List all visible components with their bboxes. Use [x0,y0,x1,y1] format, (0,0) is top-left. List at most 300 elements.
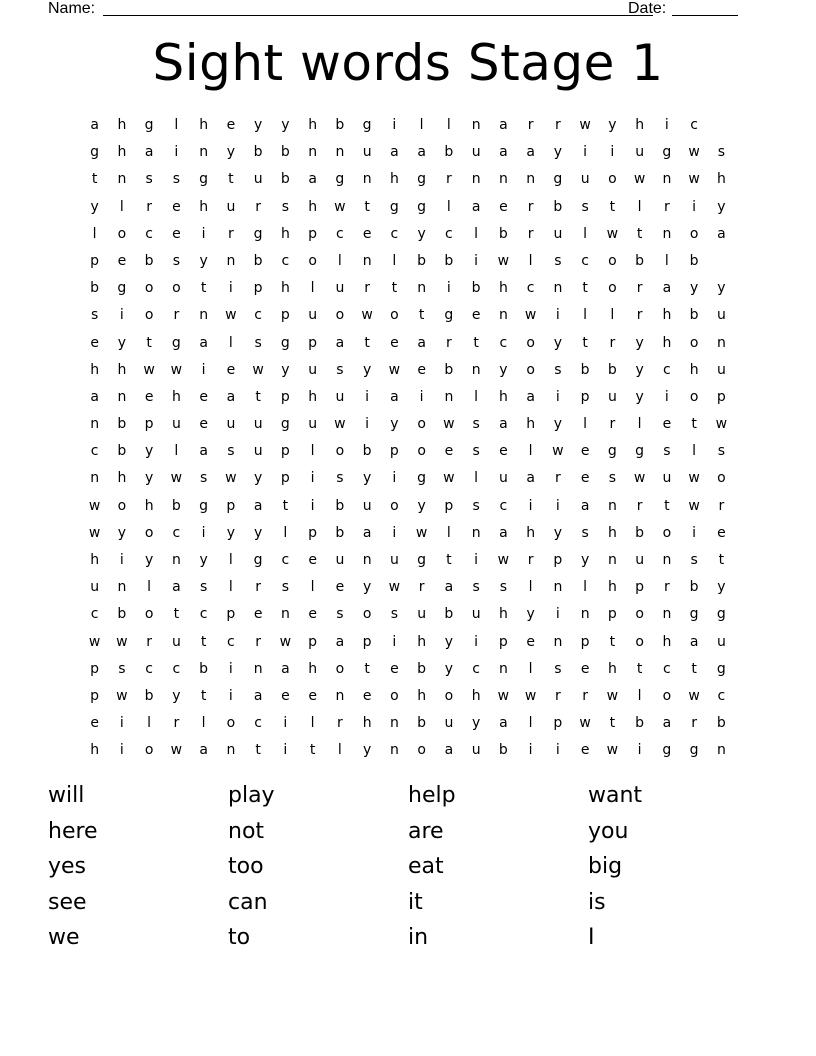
grid-letter[interactable]: s [717,443,726,460]
grid-letter[interactable]: i [555,388,560,405]
grid-letter[interactable]: w [388,579,401,596]
grid-letter[interactable]: i [119,552,124,568]
grid-letter[interactable]: i [474,633,479,650]
grid-letter[interactable]: i [201,361,206,378]
grid-letter[interactable]: e [526,633,535,650]
grid-letter[interactable]: o [335,443,345,460]
grid-letter[interactable]: l [283,524,288,541]
grid-letter[interactable]: b [253,144,263,161]
grid-letter[interactable]: u [389,552,399,568]
grid-letter[interactable]: s [90,307,99,324]
grid-letter[interactable]: n [662,552,672,568]
grid-letter[interactable]: l [637,416,642,433]
grid-letter[interactable]: s [554,660,562,677]
grid-letter[interactable]: r [173,307,180,324]
grid-letter[interactable]: w [88,524,101,541]
grid-letter[interactable]: y [199,552,208,568]
grid-letter[interactable]: y [717,280,726,297]
grid-letter[interactable]: y [553,144,563,161]
grid-letter[interactable]: n [90,470,100,487]
grid-letter[interactable]: e [172,198,181,215]
grid-letter[interactable]: g [417,198,427,215]
grid-letter[interactable]: t [582,334,588,351]
grid-letter[interactable]: w [170,742,183,759]
grid-letter[interactable]: b [117,443,127,460]
grid-letter[interactable]: r [255,633,261,650]
grid-letter[interactable]: r [445,171,452,188]
grid-letter[interactable]: e [253,606,263,623]
grid-letter[interactable]: u [471,742,481,759]
grid-letter[interactable]: a [172,579,181,596]
grid-letter[interactable]: y [117,524,127,541]
grid-letter[interactable]: o [689,334,699,351]
grid-letter[interactable]: p [580,633,590,650]
grid-letter[interactable]: b [335,524,345,541]
grid-letter[interactable]: s [472,416,480,433]
grid-letter[interactable]: w [88,497,101,514]
grid-letter[interactable]: h [117,144,127,161]
grid-letter[interactable]: a [662,715,672,732]
grid-letter[interactable]: t [473,334,479,351]
grid-letter[interactable]: b [635,715,645,732]
grid-letter[interactable]: e [226,361,236,378]
grid-letter[interactable]: a [471,198,481,215]
grid-letter[interactable]: a [90,388,99,405]
grid-letter[interactable]: y [526,606,535,623]
grid-letter[interactable]: a [499,144,508,161]
grid-letter[interactable]: i [637,742,642,759]
grid-letter[interactable]: h [607,660,617,677]
grid-letter[interactable]: n [417,280,427,297]
grid-letter[interactable]: u [308,361,318,378]
grid-letter[interactable]: b [117,606,127,623]
grid-letter[interactable]: e [390,334,399,351]
grid-letter[interactable]: l [446,198,451,215]
grid-letter[interactable]: t [364,198,370,215]
grid-letter[interactable]: w [579,715,591,732]
grid-letter[interactable]: e [362,687,372,704]
grid-letter[interactable]: w [443,470,455,487]
grid-letter[interactable]: n [117,171,127,188]
grid-letter[interactable]: h [662,334,672,351]
grid-letter[interactable]: n [444,388,454,405]
grid-letter[interactable]: t [691,416,697,433]
grid-letter[interactable]: h [471,687,481,704]
grid-letter[interactable]: y [390,416,399,433]
grid-letter[interactable]: r [227,225,234,242]
grid-letter[interactable]: b [689,579,699,596]
grid-letter[interactable]: l [583,225,588,242]
grid-letter[interactable]: y [635,361,644,378]
grid-letter[interactable]: e [390,660,399,677]
grid-letter[interactable]: l [637,687,642,704]
grid-letter[interactable]: n [389,715,399,732]
grid-letter[interactable]: w [170,361,183,378]
grid-letter[interactable]: y [281,361,290,378]
grid-letter[interactable]: r [554,687,561,704]
grid-letter[interactable]: w [225,470,237,487]
grid-letter[interactable]: w [88,633,101,650]
grid-letter[interactable]: t [173,606,180,623]
grid-letter[interactable]: n [117,579,127,596]
grid-letter[interactable]: r [636,497,643,514]
grid-letter[interactable]: s [199,579,208,596]
grid-letter[interactable]: a [308,171,317,188]
grid-letter[interactable]: l [119,198,124,215]
grid-letter[interactable]: h [90,742,100,759]
grid-letter[interactable]: w [552,443,564,460]
grid-letter[interactable]: r [582,687,588,704]
grid-letter[interactable]: e [90,715,99,732]
grid-letter[interactable]: o [335,307,345,324]
grid-letter[interactable]: c [526,280,535,297]
grid-letter[interactable]: u [635,552,645,568]
grid-letter[interactable]: u [471,606,481,623]
grid-letter[interactable]: r [527,552,534,568]
grid-letter[interactable]: l [228,334,233,351]
grid-letter[interactable]: w [334,198,346,215]
grid-letter[interactable]: l [528,443,533,460]
grid-letter[interactable]: w [524,687,537,704]
grid-letter[interactable]: r [691,715,697,732]
grid-letter[interactable]: w [279,633,292,650]
grid-letter[interactable]: n [498,660,508,677]
grid-letter[interactable]: y [253,117,263,133]
grid-letter[interactable]: y [717,579,726,596]
grid-letter[interactable]: i [365,416,370,433]
grid-letter[interactable]: s [336,361,344,378]
grid-letter[interactable]: p [280,307,290,324]
grid-letter[interactable]: w [143,361,155,378]
grid-letter[interactable]: w [688,470,700,487]
grid-letter[interactable]: o [172,280,181,297]
grid-letter[interactable]: l [474,225,479,242]
grid-letter[interactable]: b [553,198,563,215]
grid-letter[interactable]: c [254,715,262,732]
grid-letter[interactable]: p [308,633,318,650]
grid-letter[interactable]: o [362,606,372,623]
grid-letter[interactable]: o [662,524,672,541]
grid-letter[interactable]: r [718,497,725,514]
grid-letter[interactable]: h [308,117,318,133]
grid-letter[interactable]: o [390,687,399,704]
grid-letter[interactable]: w [524,307,537,324]
grid-letter[interactable]: s [281,198,290,215]
grid-letter[interactable]: c [90,606,99,623]
grid-letter[interactable]: c [499,334,508,351]
grid-letter[interactable]: t [364,334,370,351]
grid-letter[interactable]: t [91,171,98,188]
grid-letter[interactable]: o [390,497,399,514]
grid-letter[interactable]: y [417,497,426,514]
grid-letter[interactable]: t [718,552,725,568]
grid-letter[interactable]: o [526,361,535,378]
grid-letter[interactable]: c [172,660,181,677]
grid-letter[interactable]: c [199,606,208,623]
grid-letter[interactable]: u [253,443,263,460]
grid-letter[interactable]: t [446,552,452,568]
grid-letter[interactable]: w [361,307,373,324]
grid-letter[interactable]: n [253,660,263,677]
grid-letter[interactable]: g [253,225,263,242]
grid-letter[interactable]: u [362,497,372,514]
grid-letter[interactable]: h [662,307,672,324]
grid-letter[interactable]: w [225,307,237,324]
grid-letter[interactable]: o [608,171,617,188]
grid-letter[interactable]: c [717,687,726,704]
grid-letter[interactable]: g [362,117,372,133]
grid-letter[interactable]: p [308,334,318,351]
grid-letter[interactable]: c [690,117,698,133]
grid-letter[interactable]: w [688,687,700,704]
grid-letter[interactable]: b [635,252,645,269]
grid-letter[interactable]: o [608,280,617,297]
grid-letter[interactable]: i [583,144,588,161]
grid-letter[interactable]: n [280,606,290,623]
grid-letter[interactable]: h [689,361,699,378]
grid-letter[interactable]: w [116,687,128,704]
grid-letter[interactable]: e [308,687,317,704]
grid-letter[interactable]: u [553,225,563,242]
grid-letter[interactable]: n [199,144,209,161]
grid-letter[interactable]: a [199,334,208,351]
grid-letter[interactable]: u [580,171,590,188]
grid-letter[interactable]: n [607,497,617,514]
grid-letter[interactable]: y [362,579,372,596]
grid-letter[interactable]: b [362,443,372,460]
grid-letter[interactable]: i [201,524,206,541]
grid-letter[interactable]: u [362,144,372,161]
grid-letter[interactable]: c [227,633,235,650]
grid-letter[interactable]: g [716,660,726,677]
grid-letter[interactable]: y [608,117,617,133]
grid-letter[interactable]: o [662,687,672,704]
grid-letter[interactable]: c [336,225,344,242]
grid-letter[interactable]: t [609,198,616,215]
grid-letter[interactable]: h [90,552,100,568]
grid-letter[interactable]: t [200,280,207,297]
grid-letter[interactable]: w [170,470,183,487]
grid-letter[interactable]: a [335,334,345,351]
grid-letter[interactable]: l [337,252,342,269]
grid-letter[interactable]: h [117,117,127,133]
grid-letter[interactable]: i [555,606,560,623]
grid-letter[interactable]: u [335,388,345,405]
grid-letter[interactable]: h [716,171,726,188]
grid-letter[interactable]: n [553,579,563,596]
grid-letter[interactable]: a [281,660,290,677]
grid-letter[interactable]: n [662,225,672,242]
grid-letter[interactable]: u [308,307,318,324]
grid-letter[interactable]: p [308,524,318,541]
grid-letter[interactable]: i [610,144,615,161]
grid-letter[interactable]: o [417,416,426,433]
grid-letter[interactable]: p [553,715,563,732]
grid-letter[interactable]: u [253,416,263,433]
grid-letter[interactable]: r [173,715,180,732]
grid-letter[interactable]: s [227,443,235,460]
grid-letter[interactable]: r [663,579,670,596]
grid-letter[interactable]: b [689,307,699,324]
grid-letter[interactable]: o [144,307,154,324]
grid-letter[interactable]: n [471,361,481,378]
grid-letter[interactable]: p [280,388,290,405]
grid-letter[interactable]: a [226,388,236,405]
grid-letter[interactable]: a [199,742,208,759]
grid-letter[interactable]: n [716,334,726,351]
grid-letter[interactable]: l [528,660,533,677]
grid-letter[interactable]: b [417,252,427,269]
grid-letter[interactable]: e [199,416,208,433]
grid-letter[interactable]: p [498,633,508,650]
grid-letter[interactable]: a [526,470,535,487]
grid-letter[interactable]: a [499,416,508,433]
grid-letter[interactable]: b [580,361,590,378]
grid-letter[interactable]: w [633,171,646,188]
grid-letter[interactable]: l [174,117,179,133]
grid-letter[interactable]: g [117,280,127,297]
grid-letter[interactable]: h [280,225,290,242]
grid-letter[interactable]: s [690,552,698,568]
grid-letter[interactable]: l [474,388,479,405]
grid-letter[interactable]: i [692,198,697,215]
grid-letter[interactable]: b [607,361,617,378]
grid-letter[interactable]: c [390,225,399,242]
grid-letter[interactable]: n [662,606,672,623]
grid-letter[interactable]: o [635,633,644,650]
grid-letter[interactable]: n [335,144,345,161]
grid-letter[interactable]: u [253,171,263,188]
grid-letter[interactable]: g [417,552,427,568]
grid-letter[interactable]: a [526,144,535,161]
grid-letter[interactable]: b [689,252,699,269]
grid-letter[interactable]: c [499,497,508,514]
grid-letter[interactable]: h [526,416,536,433]
grid-letter[interactable]: n [90,416,100,433]
grid-letter[interactable]: s [172,252,181,269]
grid-letter[interactable]: n [199,307,209,324]
grid-letter[interactable]: u [716,361,726,378]
grid-letter[interactable]: a [580,497,590,514]
grid-letter[interactable]: y [362,742,372,759]
grid-letter[interactable]: u [498,470,508,487]
grid-letter[interactable]: n [117,388,127,405]
grid-letter[interactable]: e [499,443,508,460]
grid-letter[interactable]: n [553,633,563,650]
grid-letter[interactable]: l [583,416,588,433]
grid-letter[interactable]: t [691,660,697,677]
grid-letter[interactable]: s [472,443,480,460]
grid-letter[interactable]: a [253,497,263,514]
grid-letter[interactable]: c [472,660,480,677]
grid-letter[interactable]: i [664,388,669,405]
grid-letter[interactable]: p [716,388,726,405]
grid-letter[interactable]: i [119,742,124,759]
grid-letter[interactable]: o [390,307,399,324]
grid-letter[interactable]: c [445,225,453,242]
grid-letter[interactable]: s [608,470,617,487]
grid-letter[interactable]: g [716,606,726,623]
grid-letter[interactable]: r [146,633,152,650]
grid-letter[interactable]: a [662,280,672,297]
grid-letter[interactable]: y [253,524,263,541]
grid-letter[interactable]: g [689,742,699,759]
grid-letter[interactable]: n [553,280,563,297]
grid-letter[interactable]: i [446,280,451,297]
grid-letter[interactable]: n [580,606,590,623]
grid-letter[interactable]: l [637,198,642,215]
grid-letter[interactable]: u [171,633,181,650]
grid-letter[interactable]: r [663,198,670,215]
grid-letter[interactable]: p [226,497,236,514]
grid-letter[interactable]: t [636,660,643,677]
grid-letter[interactable]: e [226,117,236,133]
grid-letter[interactable]: a [417,334,426,351]
grid-letter[interactable]: b [280,144,290,161]
grid-letter[interactable]: o [226,715,236,732]
grid-letter[interactable]: o [417,742,426,759]
grid-letter[interactable]: y [717,198,726,215]
grid-letter[interactable]: h [117,361,127,378]
grid-letter[interactable]: c [663,660,671,677]
grid-letter[interactable]: i [310,497,315,514]
grid-letter[interactable]: r [255,198,261,215]
grid-letter[interactable]: s [118,660,126,677]
grid-letter[interactable]: o [144,742,154,759]
grid-letter[interactable]: b [417,715,427,732]
grid-letter[interactable]: a [444,742,454,759]
grid-letter[interactable]: g [253,552,263,568]
grid-letter[interactable]: y [199,252,208,269]
grid-letter[interactable]: e [717,524,726,541]
grid-letter[interactable]: t [364,660,370,677]
grid-letter[interactable]: s [336,470,344,487]
grid-letter[interactable]: g [417,470,427,487]
grid-letter[interactable]: l [446,524,451,541]
grid-letter[interactable]: a [717,225,726,242]
grid-letter[interactable]: l [474,470,479,487]
grid-letter[interactable]: r [636,307,643,324]
grid-letter[interactable]: g [662,742,672,759]
grid-letter[interactable]: y [499,361,508,378]
grid-letter[interactable]: n [716,742,726,759]
grid-letter[interactable]: n [226,252,236,269]
grid-letter[interactable]: h [199,117,209,133]
grid-letter[interactable]: i [555,307,560,324]
grid-letter[interactable]: h [498,606,508,623]
grid-letter[interactable]: p [308,225,318,242]
grid-letter[interactable]: l [147,715,152,732]
grid-letter[interactable]: s [254,334,262,351]
grid-letter[interactable]: r [609,334,616,351]
grid-letter[interactable]: h [144,497,154,514]
grid-letter[interactable]: w [688,144,700,161]
grid-letter[interactable]: i [228,687,233,704]
grid-letter[interactable]: a [444,579,454,596]
grid-letter[interactable]: n [226,742,236,759]
grid-letter[interactable]: t [255,388,261,405]
grid-letter[interactable]: y [417,225,426,242]
grid-letter[interactable]: b [117,416,127,433]
grid-letter[interactable]: e [471,307,481,324]
grid-letter[interactable]: u [662,470,672,487]
grid-letter[interactable]: p [90,660,100,677]
grid-letter[interactable]: t [282,497,289,514]
grid-letter[interactable]: y [172,687,181,704]
grid-letter[interactable]: s [472,579,480,596]
date-field-line[interactable] [672,0,738,16]
grid-letter[interactable]: i [528,497,533,514]
